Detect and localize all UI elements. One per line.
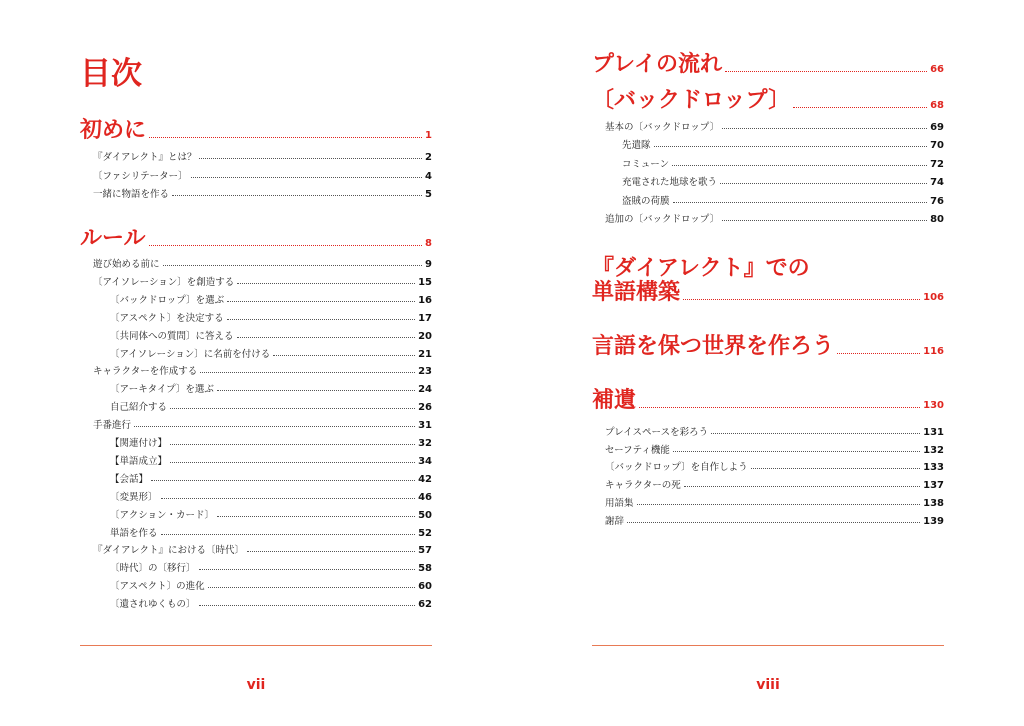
entry-page-number: 76 [930,195,944,207]
entry-page-number: 26 [418,402,432,414]
entry-page-number: 15 [418,276,432,288]
entry-label: 遊び始める前に [93,259,160,270]
toc-entry[interactable] [605,211,944,225]
entry-label: 先遣隊 [622,140,651,152]
entry-label: 手番進行 [93,420,132,432]
dot-leader [273,355,415,356]
toc-entry[interactable] [110,399,432,413]
entry-page-number: 50 [418,509,432,521]
toc-entry[interactable] [110,525,432,539]
entry-label: 謝辞 [605,515,625,527]
toc-entry[interactable] [110,507,432,521]
section-label: 単語構築 [592,280,681,305]
toc-entry[interactable] [93,274,432,288]
dot-leader [217,516,415,517]
dot-leader [722,128,927,129]
section-label: 〔バックドロップ〕 [592,88,791,113]
toc-entry[interactable] [110,435,432,449]
entry-label: セーフティ機能 [605,444,670,456]
entry-page-number: 42 [418,473,432,485]
entry-page-number: 31 [418,420,432,432]
section-label: 補遺 [592,388,637,413]
dot-leader [227,301,415,302]
toc-entry[interactable] [622,137,944,151]
toc-entry[interactable] [605,459,944,473]
page-number-viii: viii [756,677,780,693]
entry-label: コミューン [622,158,670,170]
dot-leader [683,299,920,300]
entry-label: 〔ファシリテーター〕 [93,170,188,182]
entry-label: 【会話】 [110,473,149,485]
toc-entry[interactable] [605,119,944,133]
entry-page-number: 4 [425,170,432,182]
entry-page-number: 69 [930,122,944,133]
entry-label: 〔アイソレーション〕に名前を付ける [110,348,271,360]
page-number-vii: vii [246,677,266,693]
entry-page-number: 137 [923,480,944,492]
entry-label: 充電された地球を歌う [622,177,718,189]
toc-entry[interactable] [93,363,432,377]
dot-leader [720,183,927,184]
dot-leader [199,158,422,159]
dot-leader [237,337,416,338]
dot-leader [654,146,928,147]
toc-entry[interactable] [605,495,944,509]
toc-entry[interactable] [93,542,432,556]
section-label: 言語を保つ世界を作ろう [592,334,835,359]
entry-page-number: 52 [418,527,432,539]
dot-leader [684,486,920,487]
toc-section-backdrop[interactable] [592,88,944,114]
dot-leader [627,522,920,523]
toc-entry[interactable] [110,292,432,306]
dot-leader [673,451,920,452]
section-page-number: 1 [425,130,432,141]
entry-page-number: 74 [930,177,944,189]
dot-leader [170,444,415,445]
toc-entry[interactable] [622,156,944,170]
entry-page-number: 139 [923,515,944,527]
dot-leader [172,195,422,196]
dot-leader [199,605,416,606]
entry-page-number: 138 [923,497,944,509]
entry-label: 用語集 [605,497,634,509]
section-page-number: 130 [923,400,944,411]
entry-page-number: 5 [425,189,432,200]
entry-page-number: 131 [923,427,944,438]
toc-entry[interactable] [110,453,432,467]
dot-leader [217,390,415,391]
toc-entry[interactable] [622,193,944,207]
dot-leader [722,220,927,221]
entry-label: 盗賊の荷膜 [622,195,670,207]
dot-leader [793,107,927,108]
section-page-number: 68 [930,100,944,111]
dot-leader [208,587,415,588]
dot-leader [199,569,416,570]
entry-page-number: 23 [418,366,432,378]
entry-page-number: 80 [930,214,944,225]
entry-page-number: 46 [418,491,432,503]
entry-label: 〔共同体への質問〕に答える [110,330,234,342]
toc-entry[interactable] [110,328,432,342]
section-page-number: 8 [425,238,432,249]
dot-leader [637,504,921,505]
dot-leader [751,468,921,469]
entry-page-number: 60 [418,581,432,593]
entry-page-number: 2 [425,152,432,163]
entry-label: 〔バックドロップ〕を選ぶ [110,294,225,306]
dot-leader [191,177,422,178]
entry-label: 〔アクション・カード〕 [110,509,215,521]
toc-entry[interactable] [110,346,432,360]
section-page-number: 116 [923,346,944,357]
dot-leader [639,407,920,408]
entry-page-number: 62 [418,599,432,611]
toc-entry[interactable] [110,381,432,395]
entry-page-number: 133 [923,462,944,474]
dot-leader [725,71,927,72]
toc-entry[interactable] [93,168,432,182]
dot-leader [170,408,415,409]
entry-page-number: 21 [418,348,432,360]
entry-page-number: 132 [923,444,944,456]
dot-leader [149,245,422,246]
dot-leader [149,137,422,138]
entry-label: 自己紹介する [110,402,168,414]
dot-leader [672,165,927,166]
toc-title: 目次 [80,56,142,92]
dot-leader [673,202,928,203]
entry-page-number: 17 [418,312,432,324]
entry-label: 一緒に物語を作る [93,189,170,200]
toc-section-introduction[interactable] [80,118,432,144]
toc-section-flow-of-play[interactable] [592,52,944,78]
entry-label: 〔変異形〕 [110,491,158,503]
entry-label: 『ダイアレクト』とは？ [93,152,197,163]
dot-leader [163,265,423,266]
section-label: 初めに [80,118,147,143]
entry-label: 〔アイソレーション〕を創造する [93,276,235,288]
dot-leader [134,426,415,427]
dot-leader [161,498,416,499]
toc-entry[interactable] [93,186,432,200]
dot-leader [161,534,416,535]
entry-label: 〔遺されゆくもの〕 [110,599,196,611]
toc-entry[interactable] [605,442,944,456]
entry-page-number: 16 [418,294,432,306]
section-label: ルール [80,226,146,251]
toc-section-rules[interactable] [80,226,432,252]
dot-leader [151,480,415,481]
entry-page-number: 24 [418,384,432,396]
entry-label: 〔アスペクト〕の進化 [110,581,205,593]
dot-leader [711,433,920,434]
toc-entry[interactable] [622,174,944,188]
toc-entry[interactable] [605,477,944,491]
entry-label: キャラクターを作成する [93,366,198,378]
dot-leader [227,319,415,320]
toc-section-appendix[interactable] [592,388,944,414]
toc-entry[interactable] [110,489,432,503]
section-label-line1: 『ダイアレクト』での [592,256,810,281]
dot-leader [200,372,415,373]
toc-entry[interactable] [605,513,944,527]
toc-entry[interactable] [93,256,432,270]
dot-leader [837,353,920,354]
footer-rule [80,645,432,646]
entry-page-number: 70 [930,140,944,152]
dot-leader [247,551,415,552]
toc-entry[interactable] [110,578,432,592]
section-page-number: 106 [923,292,944,303]
entry-page-number: 20 [418,330,432,342]
entry-label: 〔バックドロップ〕を自作しよう [605,462,748,474]
entry-label: 『ダイアレクト』における〔時代〕 [93,545,244,557]
dot-leader [170,462,415,463]
entry-label: 〔アーキタイプ〕を選ぶ [110,384,214,396]
entry-label: 【単語成立】 [110,455,168,467]
section-label: プレイの流れ [592,52,723,77]
entry-label: 【関連付け】 [110,438,168,449]
entry-page-number: 32 [418,438,432,449]
right-page [512,0,1024,726]
entry-page-number: 57 [418,545,432,557]
toc-entry[interactable] [110,560,432,574]
toc-entry[interactable] [110,310,432,324]
entry-label: 追加の〔バックドロップ〕 [605,214,720,225]
toc-entry[interactable] [605,424,944,438]
entry-label: 〔アスペクト〕を決定する [110,312,224,324]
toc-entry[interactable] [110,471,432,485]
entry-page-number: 58 [418,563,432,575]
dot-leader [237,283,415,284]
entry-page-number: 72 [930,158,944,170]
entry-label: プレイスペースを彩ろう [605,427,709,438]
toc-section-word-building[interactable] [592,280,944,306]
entry-label: 単語を作る [110,527,158,539]
entry-label: 基本の〔バックドロップ〕 [605,122,720,133]
toc-entry[interactable] [110,596,432,610]
toc-section-worldbuilding[interactable] [592,334,944,360]
footer-rule [592,645,944,646]
toc-entry[interactable] [93,417,432,431]
entry-label: 〔時代〕の〔移行〕 [110,563,196,575]
entry-page-number: 34 [418,455,432,467]
entry-page-number: 9 [425,259,432,270]
toc-entry[interactable] [93,149,432,163]
section-page-number: 66 [930,64,944,75]
entry-label: キャラクターの死 [605,480,681,492]
